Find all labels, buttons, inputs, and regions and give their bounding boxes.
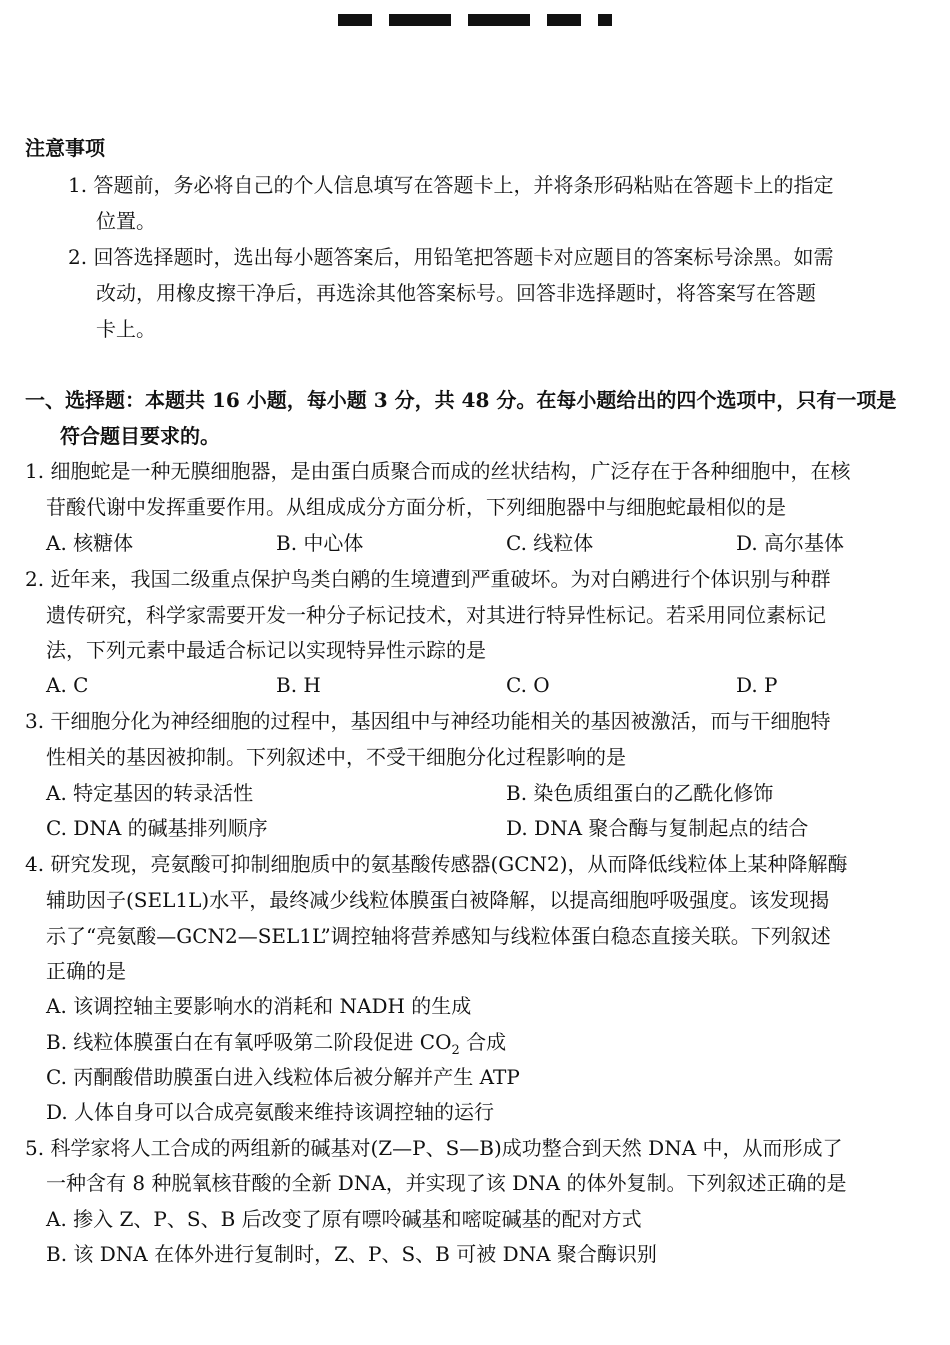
q2-option-a: A. C [46, 673, 89, 697]
cropped-title-fragment [330, 0, 620, 26]
q1-stem-line-1: 1. 细胞蛇是一种无膜细胞器，是由蛋白质聚合而成的丝状结构，广泛存在于各种细胞中，在核 [25, 459, 851, 483]
q5-stem-line-1: 5. 科学家将人工合成的两组新的碱基对(Z—P、S—B)成功整合到天然 DNA 中，从而形成了 [25, 1136, 843, 1160]
q2-stem-line-2: 遗传研究，科学家需要开发一种分子标记技术，对其进行特异性标记。若采用同位素标记 [46, 603, 826, 627]
q2-option-c: C. O [506, 673, 550, 697]
q1-option-c: C. 线粒体 [506, 531, 594, 555]
q4-option-a: A. 该调控轴主要影响水的消耗和 NADH 的生成 [46, 994, 472, 1018]
notice-item-1-line-1: 1. 答题前，务必将自己的个人信息填写在答题卡上，并将条形码粘贴在答题卡上的指定 [68, 173, 834, 197]
q3-option-b: B. 染色质组蛋白的乙酰化修饰 [506, 781, 774, 805]
q5-option-a: A. 掺入 Z、P、S、B 后改变了原有嘌呤碱基和嘧啶碱基的配对方式 [46, 1207, 642, 1231]
notice-title: 注意事项 [25, 136, 105, 160]
q2-stem-line-1: 2. 近年来，我国二级重点保护鸟类白鹇的生境遭到严重破坏。为对白鹇进行个体识别与种群 [25, 567, 831, 591]
q4-option-c: C. 丙酮酸借助膜蛋白进入线粒体后被分解并产生 ATP [46, 1065, 520, 1089]
q4-stem-line-4: 正确的是 [46, 959, 126, 983]
notice-item-1-line-2: 位置。 [96, 209, 156, 233]
q3-option-c: C. DNA 的碱基排列顺序 [46, 816, 268, 840]
q1-option-a: A. 核糖体 [46, 531, 134, 555]
notice-item-2-line-2: 改动，用橡皮擦干净后，再选涂其他答案标号。回答非选择题时，将答案写在答题 [96, 281, 816, 305]
q1-stem-line-2: 苷酸代谢中发挥重要作用。从组成成分方面分析，下列细胞器中与细胞蛇最相似的是 [46, 495, 786, 519]
section-heading-line-1: 一、选择题：本题共 16 小题，每小题 3 分，共 48 分。在每小题给出的四个选项中，只有一项是 [25, 388, 897, 412]
q4-stem-line-2: 辅助因子(SEL1L)水平，最终减少线粒体膜蛋白被降解，以提高细胞呼吸强度。该发现揭 [46, 888, 830, 912]
q4-option-d: D. 人体自身可以合成亮氨酸来维持该调控轴的运行 [46, 1100, 495, 1124]
q4-stem-line-3: 示了“亮氨酸—GCN2—SEL1L”调控轴将营养感知与线粒体蛋白稳态直接关联。下列叙述 [46, 924, 831, 948]
q2-option-b: B. H [276, 673, 321, 697]
q3-stem-line-2: 性相关的基因被抑制。下列叙述中，不受干细胞分化过程影响的是 [46, 745, 626, 769]
q3-stem-line-1: 3. 干细胞分化为神经细胞的过程中，基因组中与神经功能相关的基因被激活，而与干细胞特 [25, 709, 831, 733]
notice-item-2-line-3: 卡上。 [96, 317, 156, 341]
q4-stem-line-1: 4. 研究发现，亮氨酸可抑制细胞质中的氨基酸传感器(GCN2)，从而降低线粒体上某种降解酶 [25, 852, 848, 876]
q1-option-b: B. 中心体 [276, 531, 364, 555]
q2-stem-line-3: 法，下列元素中最适合标记以实现特异性示踪的是 [46, 638, 486, 662]
section-heading-line-2: 符合题目要求的。 [60, 424, 220, 448]
q5-stem-line-2: 一种含有 8 种脱氧核苷酸的全新 DNA，并实现了该 DNA 的体外复制。下列叙述正确的是 [46, 1171, 847, 1195]
q2-option-d: D. P [736, 673, 778, 697]
notice-item-2-line-1: 2. 回答选择题时，选出每小题答案后，用铅笔把答题卡对应题目的答案标号涂黑。如需 [68, 245, 834, 269]
q1-option-d: D. 高尔基体 [736, 531, 845, 555]
q3-option-d: D. DNA 聚合酶与复制起点的结合 [506, 816, 809, 840]
q5-option-b: B. 该 DNA 在体外进行复制时，Z、P、S、B 可被 DNA 聚合酶识别 [46, 1242, 657, 1266]
q4-option-b: B. 线粒体膜蛋白在有氧呼吸第二阶段促进 $CO_2$ 合成 [46, 1030, 507, 1058]
q3-option-a: A. 特定基因的转录活性 [46, 781, 254, 805]
